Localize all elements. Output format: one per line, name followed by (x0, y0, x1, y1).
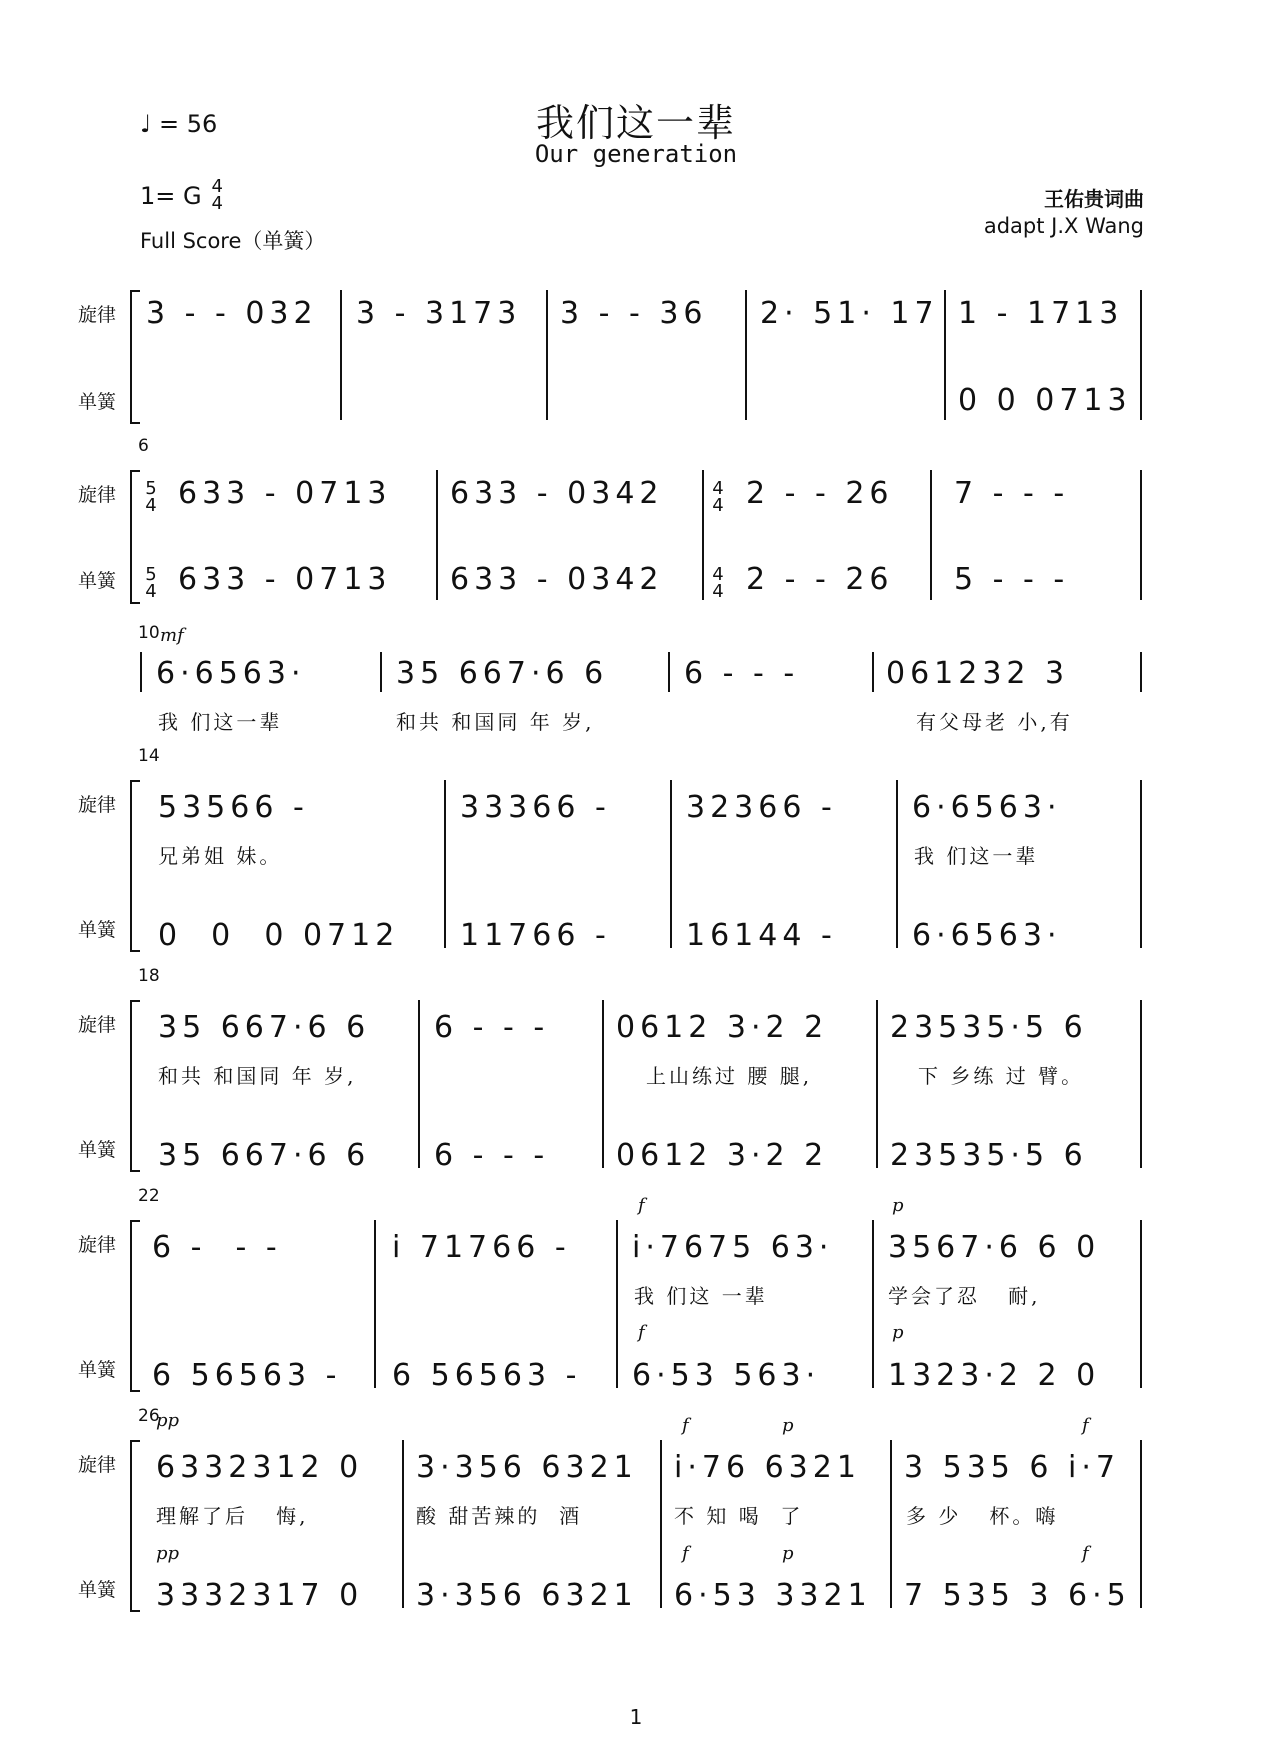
dynamic-marking: f (1082, 1415, 1089, 1436)
reed-measure: 35 667·6 6 (158, 1138, 371, 1173)
melody-label: 旋律 (78, 794, 117, 816)
key-label: 1= G (140, 182, 202, 210)
barline (380, 652, 382, 692)
barline (374, 1220, 376, 1388)
reed-measure: 6·53 3321 (674, 1578, 872, 1613)
melody-label: 旋律 (78, 1454, 117, 1476)
melody-measure: i·76 6321 (674, 1450, 861, 1485)
lyric-line: 酸 甜苦辣的 酒 (416, 1504, 583, 1528)
lyricist-composer: 王佑贵词曲 (1044, 187, 1144, 211)
dynamic-marking: f (638, 1322, 645, 1343)
melody-measure: 6 - - - (434, 1010, 550, 1045)
time-sig-bottom: 4 (145, 581, 157, 602)
melody-measure: 1 - 1713 (958, 296, 1124, 331)
lyric-line: 和共 和国同 年 岁, (158, 1064, 357, 1088)
melody-measure: 3 - - 36 (560, 296, 708, 331)
lyric-line: 有父母老 小,有 (916, 710, 1073, 734)
time-sig-top: 5 (145, 478, 157, 499)
system-brace (130, 470, 140, 604)
reed-measure: 6 56563 - (152, 1358, 342, 1393)
melody-measure: 35 667·6 6 (396, 656, 609, 691)
melody-measure: 3 535 6 i·7 (904, 1450, 1121, 1485)
lyric-line: 我 们这一辈 (158, 710, 283, 734)
barline (546, 290, 548, 420)
system-brace (130, 1440, 140, 1612)
barline (140, 652, 142, 692)
reed-measure: 6 - - - (434, 1138, 550, 1173)
melody-measure: 2 - - 26 (746, 476, 894, 511)
reed-label: 单簧 (78, 391, 117, 413)
melody-label: 旋律 (78, 1234, 117, 1256)
lyric-line: 和共 和国同 年 岁, (396, 710, 595, 734)
dynamic-marking: f (1082, 1543, 1089, 1564)
melody-measure: 23535·5 6 (890, 1010, 1088, 1045)
dynamic-marking: f (638, 1195, 645, 1216)
barline (702, 470, 704, 600)
reed-measure: 1323·2 2 0 (888, 1358, 1101, 1393)
reed-measure: 3·356 6321 (416, 1578, 638, 1613)
time-signature (710, 566, 726, 600)
time-sig-top: 4 (712, 564, 724, 585)
lyric-line: 多 少 杯。嗨 (906, 1504, 1059, 1528)
time-sig-bottom: 4 (145, 495, 157, 516)
time-signature (710, 480, 726, 514)
time-signature (143, 480, 159, 514)
measure-number: 26 (138, 1406, 160, 1426)
lyric-line: 我 们这一辈 (914, 844, 1039, 868)
reed-measure: 6·53 563· (632, 1358, 821, 1393)
tempo-marking: ♩ = 56 (140, 110, 218, 138)
time-sig-bottom: 4 (712, 581, 724, 602)
melody-measure: 33366 - (460, 790, 611, 825)
reed-label: 单簧 (78, 1359, 117, 1381)
reed-measure: 2 - - 26 (746, 562, 894, 597)
dynamic-marking: pp (156, 1543, 180, 1564)
reed-label: 单簧 (78, 1139, 117, 1161)
lyric-line: 兄弟姐 妹。 (158, 844, 283, 868)
time-sig-bottom: 4 (712, 495, 724, 516)
melody-measure: 0612 3·2 2 (616, 1010, 829, 1045)
melody-measure: 7 - - - (954, 476, 1070, 511)
melody-measure: 6·6563· (912, 790, 1062, 825)
reed-measure: 16144 - (686, 918, 837, 953)
system-brace (130, 780, 140, 952)
reed-measure: 11766 - (460, 918, 611, 953)
time-sig-top: 4 (712, 478, 724, 499)
barline (872, 652, 874, 692)
dynamic-marking: p (892, 1195, 904, 1216)
melody-measure: 35 667·6 6 (158, 1010, 371, 1045)
melody-measure: 061232 3 (886, 656, 1070, 691)
melody-measure: 6·6563· (156, 656, 306, 691)
barline (402, 1440, 404, 1608)
dynamic-marking: p (782, 1415, 794, 1436)
barline (890, 1440, 892, 1608)
barline (1140, 1440, 1142, 1608)
barline (896, 780, 898, 948)
song-title: 我们这一辈 (535, 101, 736, 145)
melody-measure: 6 - - - (152, 1230, 282, 1265)
system-brace (130, 290, 140, 424)
measure-number: 18 (138, 966, 160, 986)
lyric-line: 不 知 喝 了 (674, 1504, 804, 1528)
melody-label: 旋律 (78, 484, 117, 506)
barline (1140, 652, 1142, 692)
melody-measure: 633 - 0342 (450, 476, 664, 511)
barline (670, 780, 672, 948)
melody-measure: 2· 51· 17 (760, 296, 939, 331)
barline (668, 652, 670, 692)
dynamic-marking: f (682, 1415, 689, 1436)
melody-measure: 32366 - (686, 790, 837, 825)
barline (616, 1220, 618, 1388)
reed-measure: 7 535 3 6·5 (904, 1578, 1131, 1613)
score-type: Full Score（单簧） (140, 229, 326, 253)
reed-measure: 3332317 0 (156, 1578, 364, 1613)
reed-measure: 0 0 0 0712 (158, 918, 400, 953)
melody-label: 旋律 (78, 1014, 117, 1036)
dynamic-marking: mf (160, 625, 184, 646)
barline (1140, 1000, 1142, 1168)
dynamic-marking: p (782, 1543, 794, 1564)
melody-measure: 53566 - (158, 790, 309, 825)
lyric-line: 下 乡练 过 臂。 (918, 1064, 1085, 1088)
barline (930, 470, 932, 600)
dynamic-marking: p (892, 1322, 904, 1343)
reed-measure: 0612 3·2 2 (616, 1138, 829, 1173)
lyric-line: 理解了后 悔, (156, 1504, 309, 1528)
dynamic-marking: pp (156, 1410, 180, 1431)
system-brace (130, 1220, 140, 1392)
melody-measure: 3 - - 032 (146, 296, 318, 331)
dynamic-marking: f (682, 1543, 689, 1564)
melody-measure: i 71766 - (392, 1230, 571, 1265)
barline (876, 1000, 878, 1168)
barline (418, 1000, 420, 1168)
barline (660, 1440, 662, 1608)
melody-label: 旋律 (78, 304, 117, 326)
reed-label: 单簧 (78, 570, 117, 592)
melody-measure: 633 - 0713 (178, 476, 392, 511)
barline (444, 780, 446, 948)
barline (1140, 470, 1142, 600)
arranger: adapt J.X Wang (983, 214, 1144, 238)
barline (1140, 1220, 1142, 1388)
time-signature (143, 566, 159, 600)
measure-number: 22 (138, 1186, 160, 1206)
reed-measure: 23535·5 6 (890, 1138, 1088, 1173)
reed-measure: 6 56563 - (392, 1358, 582, 1393)
time-sig-bottom: 4 (211, 193, 223, 214)
lyric-line: 我 们这 一辈 (634, 1284, 768, 1308)
measure-number: 14 (138, 746, 160, 766)
barline (745, 290, 747, 420)
melody-measure: 3·356 6321 (416, 1450, 638, 1485)
melody-measure: i·7675 63· (632, 1230, 834, 1265)
measure-number: 6 (138, 436, 149, 456)
melody-measure: 6 - - - (684, 656, 800, 691)
reed-label: 单簧 (78, 919, 117, 941)
measure-number: 10 (138, 623, 160, 643)
reed-measure: 633 - 0342 (450, 562, 664, 597)
melody-measure: 6332312 0 (156, 1450, 364, 1485)
reed-label: 单簧 (78, 1579, 117, 1601)
reed-measure: 0 0 0713 (958, 383, 1132, 418)
lyric-line: 学会了忍 耐, (888, 1284, 1041, 1308)
melody-measure: 3 - 3173 (356, 296, 522, 331)
reed-measure: 5 - - - (954, 562, 1070, 597)
barline (602, 1000, 604, 1168)
lyric-line: 上山练过 腰 腿, (646, 1064, 813, 1088)
time-sig-top: 5 (145, 564, 157, 585)
barline (872, 1220, 874, 1388)
reed-measure: 6·6563· (912, 918, 1062, 953)
barline (436, 470, 438, 600)
reed-measure: 633 - 0713 (178, 562, 392, 597)
time-signature (209, 178, 225, 212)
page-number: 1 (629, 1705, 643, 1729)
song-subtitle: Our generation (534, 140, 738, 168)
barline (944, 290, 946, 420)
system-brace (130, 1000, 140, 1172)
barline (1140, 780, 1142, 948)
key-signature (140, 176, 225, 214)
barline (1140, 290, 1142, 420)
barline (340, 290, 342, 420)
melody-measure: 3567·6 6 0 (888, 1230, 1101, 1265)
time-sig-top: 4 (211, 176, 223, 197)
